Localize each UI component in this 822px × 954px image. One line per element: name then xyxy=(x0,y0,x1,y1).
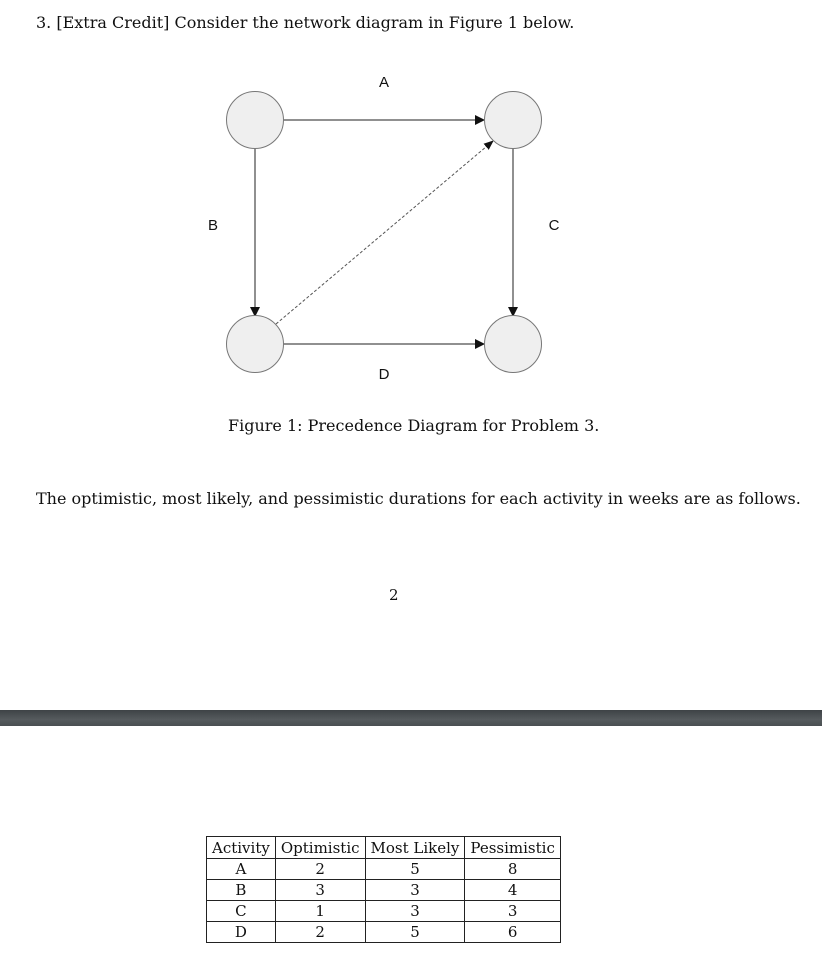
cell-optimistic: 2 xyxy=(275,922,365,943)
table-row xyxy=(207,922,561,943)
page-break-divider xyxy=(0,710,822,726)
page-number: 2 xyxy=(389,586,399,604)
table-row xyxy=(207,901,561,922)
cell-optimistic: 3 xyxy=(275,880,365,901)
header-activity: Activity xyxy=(207,837,276,859)
cell-activity: B xyxy=(207,880,276,901)
cell-most-likely: 3 xyxy=(365,901,465,922)
edge-label-b: B xyxy=(207,217,219,234)
cell-activity: A xyxy=(207,859,276,880)
node-bottom-left xyxy=(227,316,284,373)
precedence-diagram xyxy=(0,0,822,460)
cell-pessimistic: 6 xyxy=(465,922,560,943)
durations-table xyxy=(206,836,561,943)
cell-optimistic: 1 xyxy=(275,901,365,922)
node-top-left xyxy=(227,92,284,149)
cell-pessimistic: 8 xyxy=(465,859,560,880)
header-most-likely: Most Likely xyxy=(365,837,465,859)
header-optimistic: Optimistic xyxy=(275,837,365,859)
cell-pessimistic: 4 xyxy=(465,880,560,901)
cell-most-likely: 3 xyxy=(365,880,465,901)
table-header-row xyxy=(207,837,561,859)
table-row xyxy=(207,880,561,901)
edge-label-d: D xyxy=(378,366,390,383)
dummy-dashed-arrow xyxy=(276,141,493,324)
cell-most-likely: 5 xyxy=(365,922,465,943)
figure-caption: Figure 1: Precedence Diagram for Problem 3. xyxy=(228,416,600,435)
question-text: 3. [Extra Credit] Consider the network diagram in Figure 1 below. xyxy=(36,13,575,32)
cell-pessimistic: 3 xyxy=(465,901,560,922)
node-bottom-right xyxy=(485,316,542,373)
cell-most-likely: 5 xyxy=(365,859,465,880)
cell-optimistic: 2 xyxy=(275,859,365,880)
node-top-right xyxy=(485,92,542,149)
cell-activity: C xyxy=(207,901,276,922)
header-pessimistic: Pessimistic xyxy=(465,837,560,859)
edge-label-a: A xyxy=(378,74,390,91)
intro-text: The optimistic, most likely, and pessimistic durations for each activity in weeks are as follows. xyxy=(36,489,801,508)
cell-activity: D xyxy=(207,922,276,943)
edge-label-c: C xyxy=(548,217,560,234)
table-row xyxy=(207,859,561,880)
